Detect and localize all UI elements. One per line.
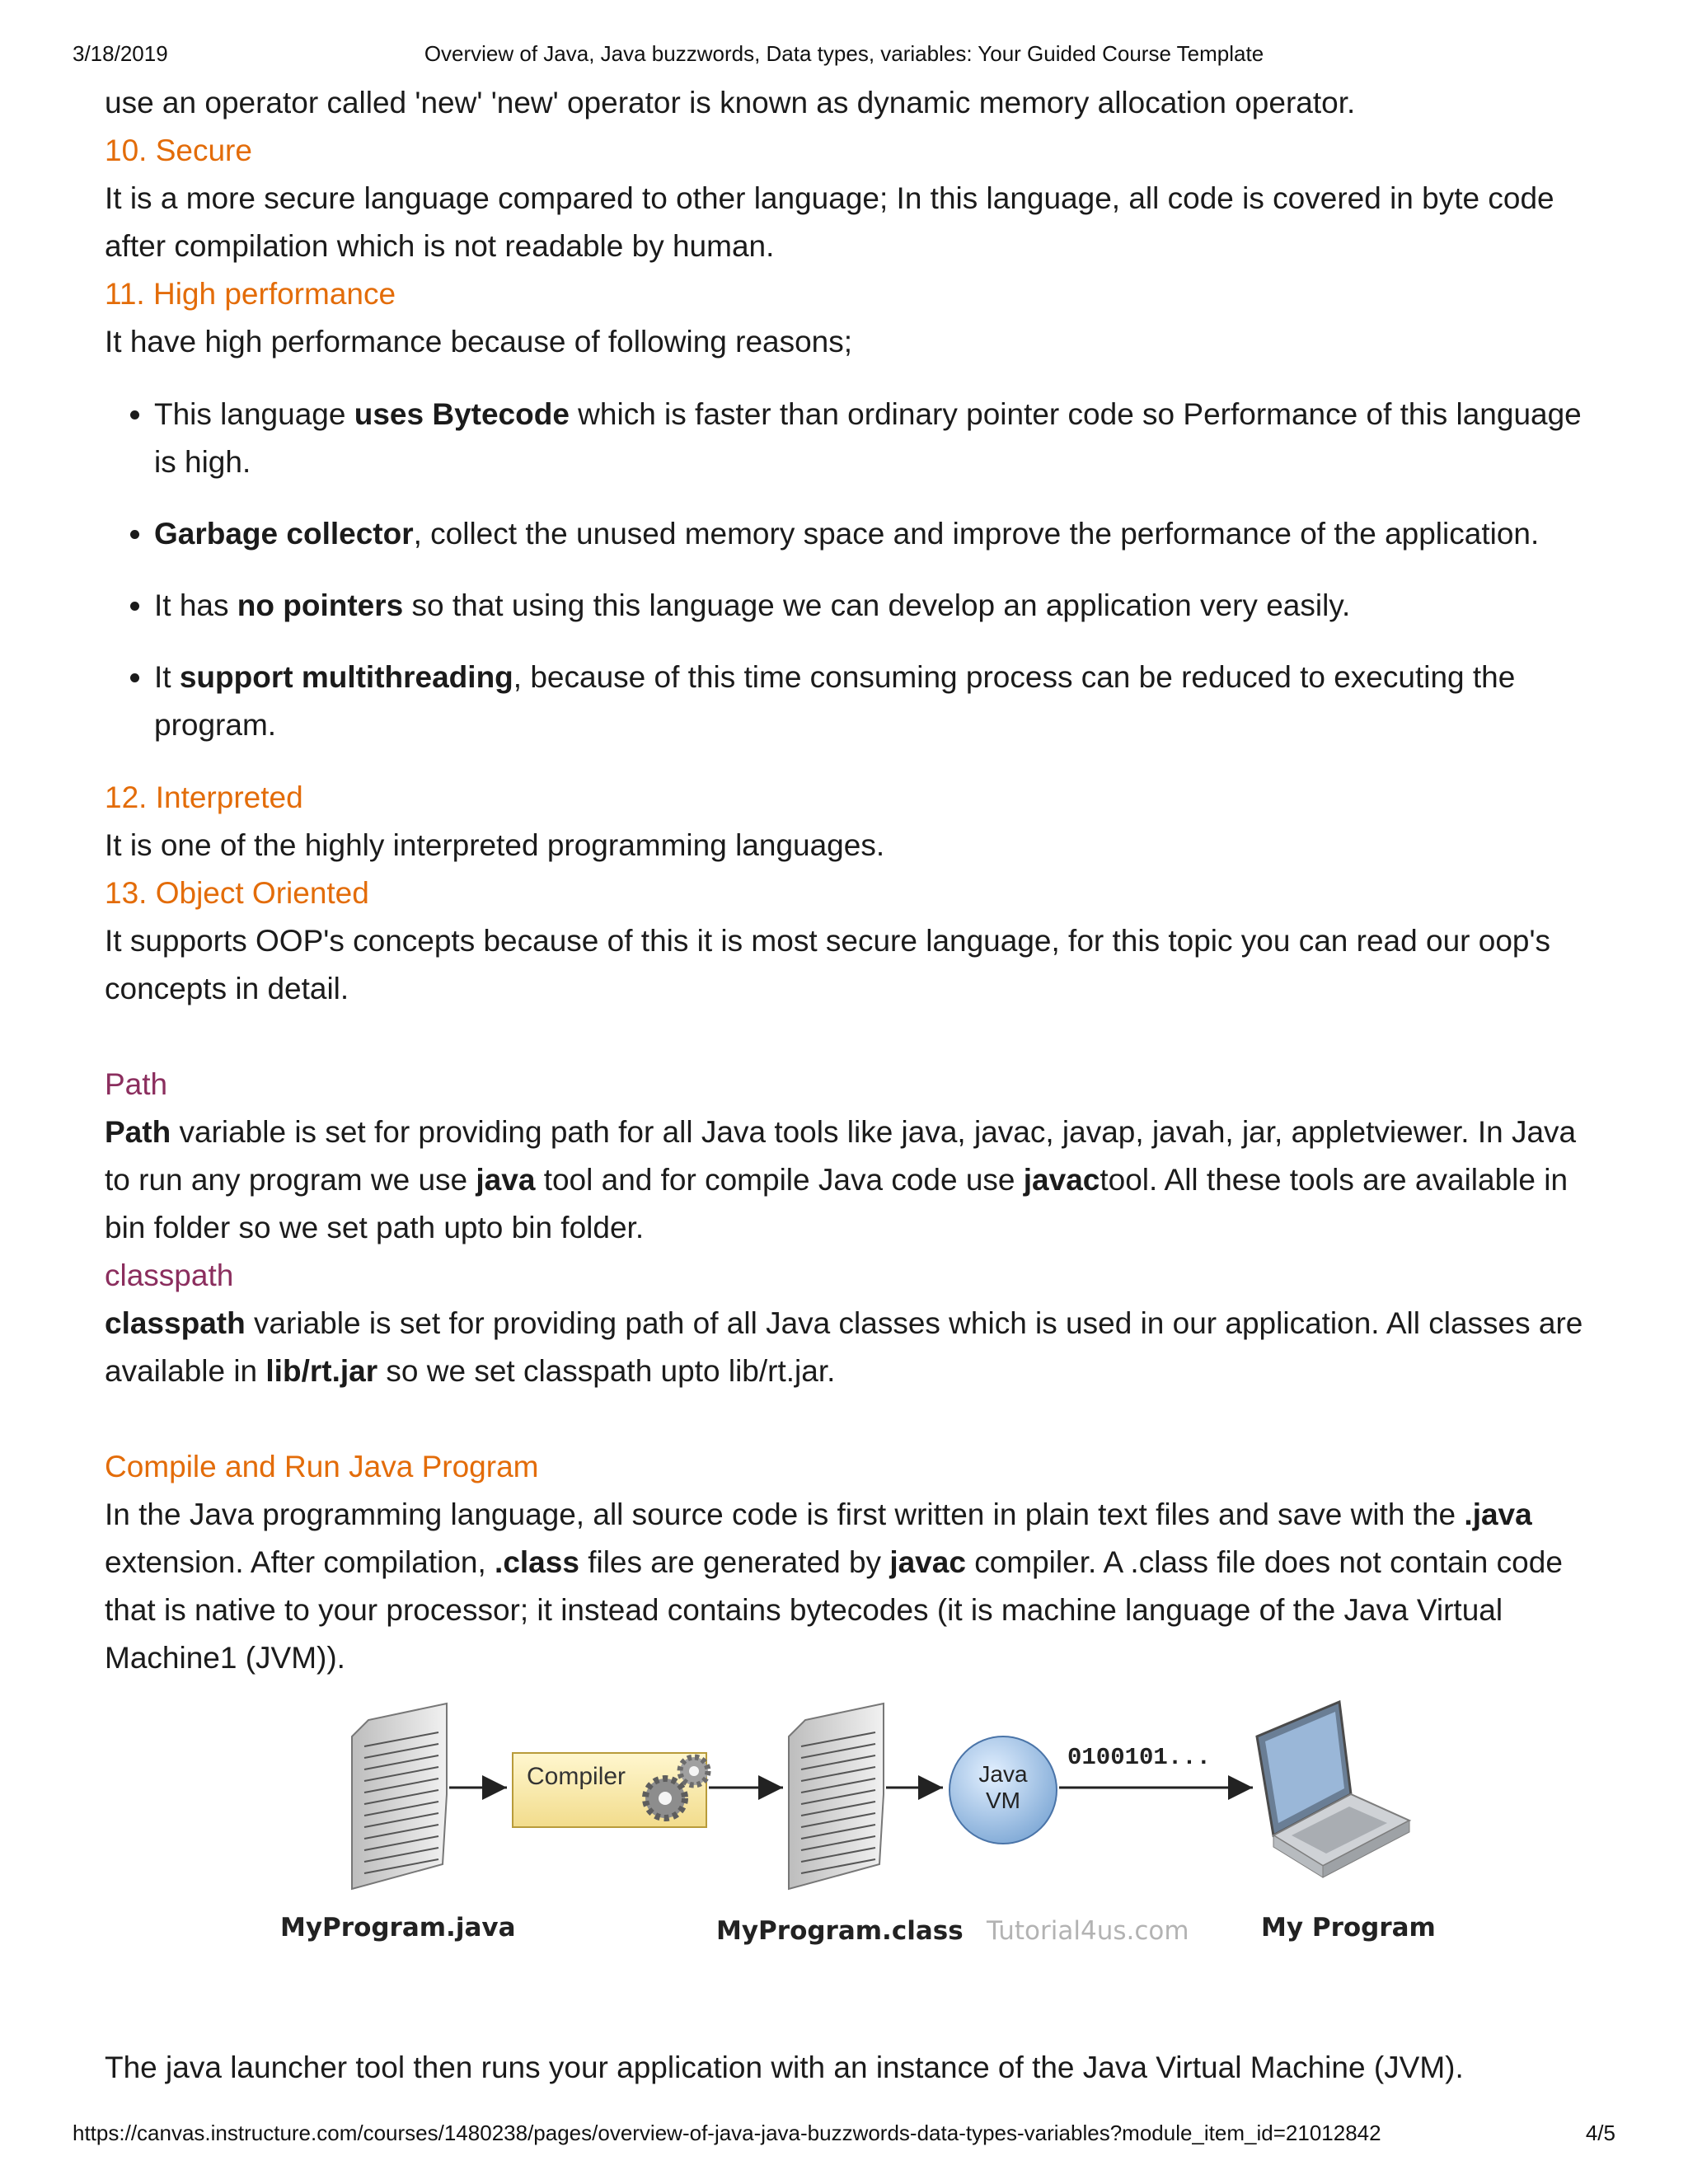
class-file-icon bbox=[789, 1704, 884, 1889]
jvm-label-line2: VM bbox=[986, 1788, 1020, 1813]
heading-classpath: classpath bbox=[105, 1258, 234, 1292]
intro-line: use an operator called 'new' 'new' operator is known as dynamic memory allocation operator. bbox=[105, 86, 1356, 120]
list-item: • Garbage collector, collect the unused memory space and improve the performance of the application. bbox=[154, 510, 1588, 558]
object-oriented-text: It supports OOP's concepts because of this it is most secure language, for this topic you can read our oop's concepts in detail. bbox=[105, 924, 1551, 1005]
heading-interpreted: 12. Interpreted bbox=[105, 780, 303, 814]
page-number: 4/5 bbox=[1585, 2121, 1615, 2145]
print-page-title: Overview of Java, Java buzzwords, Data types, variables: Your Guided Course Template bbox=[424, 41, 1264, 66]
interpreted-text: It is one of the highly interpreted programming languages. bbox=[105, 828, 885, 862]
compile-run-diagram bbox=[105, 1695, 1547, 2013]
heading-compile-run: Compile and Run Java Program bbox=[105, 1450, 539, 1483]
performance-reasons-list bbox=[105, 391, 1588, 749]
list-item: • This language uses Bytecode which is faster than ordinary pointer code so Performance of this language is high. bbox=[154, 391, 1588, 486]
source-file-label: MyProgram.java bbox=[280, 1913, 516, 1943]
source-file-icon bbox=[352, 1704, 447, 1889]
print-footer bbox=[0, 2121, 1688, 2145]
compiler-label: Compiler bbox=[527, 1763, 626, 1790]
heading-path: Path bbox=[105, 1067, 168, 1101]
list-item: • It support multithreading, because of this time consuming process can be reduced to executing the program. bbox=[154, 654, 1588, 749]
path-text: Path variable is set for providing path for all Java tools like java, javac, javap, javah, jar, appletviewer. In Java to run any program we use java tool and for compile Java code use javactool. All these tools are available in bin folder so we set path upto bin folder. bbox=[105, 1115, 1577, 1244]
binary-output-label: 0100101... bbox=[1067, 1744, 1212, 1771]
print-url: https://canvas.instructure.com/courses/1480238/pages/overview-of-java-java-buzzwords-data-types-variables?module_item_id=21012842 bbox=[73, 2121, 1381, 2145]
launcher-text: The java launcher tool then runs your application with an instance of the Java Virtual Machine (JVM). bbox=[105, 2050, 1464, 2084]
performance-text: It have high performance because of following reasons; bbox=[105, 325, 853, 359]
print-date: 3/18/2019 bbox=[73, 41, 168, 66]
compile-run-text: In the Java programming language, all source code is first written in plain text files and save with the .java extension. After compilation, .class files are generated by javac compiler. A .class file does not contain code that is native to your processor; it instead contains bytecodes (it is machine language of the Java Virtual Machine1 (JVM)). bbox=[105, 1497, 1563, 1675]
laptop-icon bbox=[1257, 1702, 1409, 1877]
java-vm-circle bbox=[950, 1736, 1057, 1844]
class-file-label: MyProgram.class bbox=[716, 1916, 964, 1946]
page-content bbox=[105, 79, 1588, 2092]
print-header bbox=[0, 41, 1688, 66]
heading-object-oriented: 13. Object Oriented bbox=[105, 876, 369, 910]
watermark-text: Tutorial4us.com bbox=[987, 1916, 1189, 1946]
classpath-text: classpath variable is set for providing path of all Java classes which is used in our application. All classes are available in lib/rt.jar so we set classpath upto lib/rt.jar. bbox=[105, 1306, 1583, 1388]
compiler-box bbox=[513, 1753, 708, 1827]
diagram-svg bbox=[105, 1695, 1547, 2013]
list-item: • It has no pointers so that using this language we can develop an application very easily. bbox=[154, 582, 1588, 630]
heading-secure: 10. Secure bbox=[105, 134, 252, 167]
program-label: My Program bbox=[1261, 1913, 1436, 1943]
heading-high-performance: 11. High performance bbox=[105, 277, 396, 311]
secure-text: It is a more secure language compared to other language; In this language, all code is covered in byte code after compilation which is not readable by human. bbox=[105, 181, 1554, 263]
jvm-label-line1: Java bbox=[978, 1761, 1028, 1787]
